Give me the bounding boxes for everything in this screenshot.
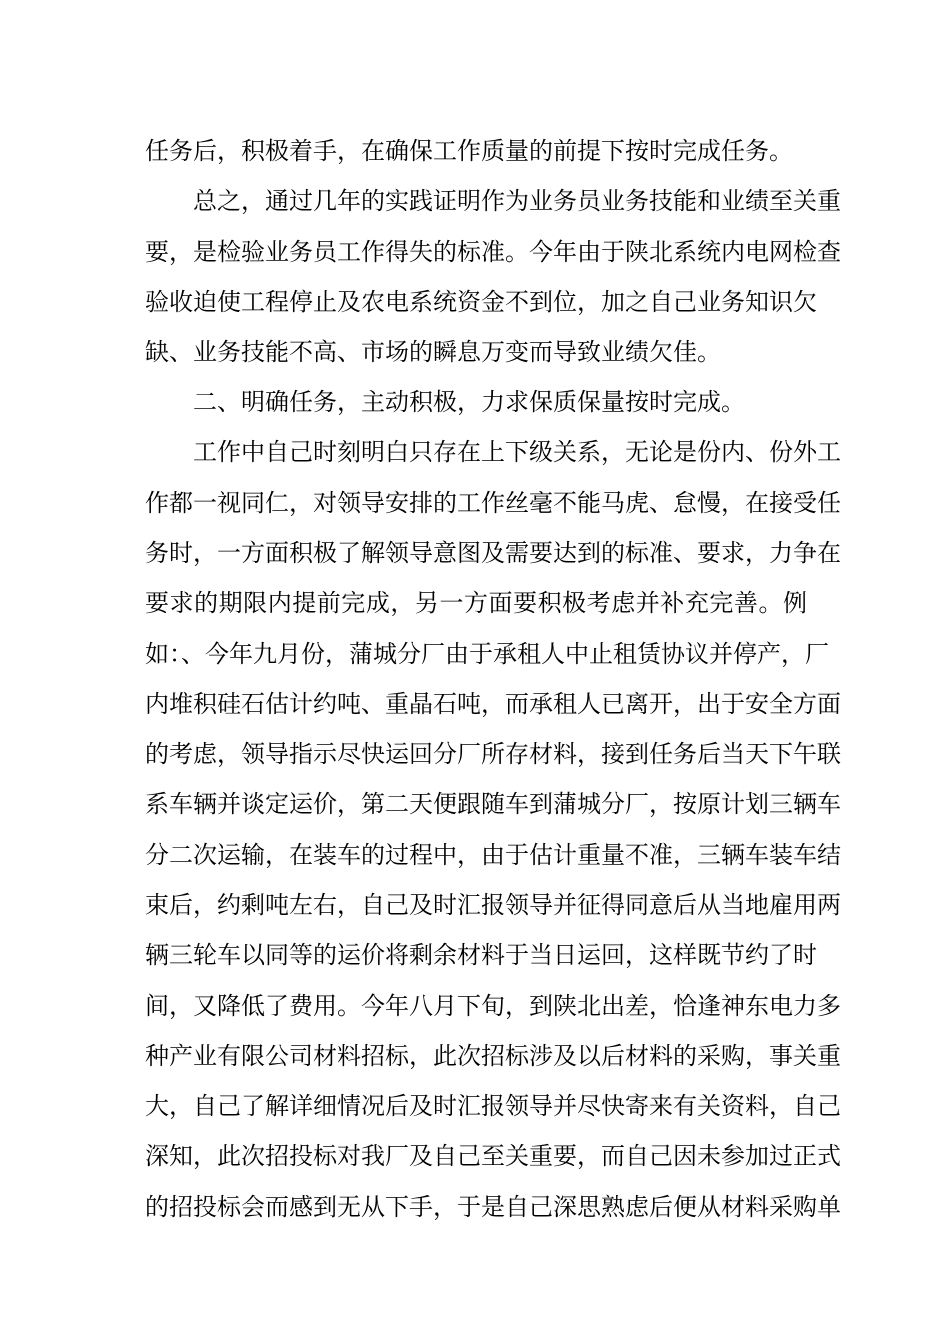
text-line: 作都一视同仁，对领导安排的工作丝毫不能马虎、怠慢，在接受任 — [145, 489, 841, 517]
text-line: 如：、今年九月份，蒲城分厂由于承租人中止租赁协议并停产，厂 — [145, 640, 829, 668]
text-line: 内堆积硅石估计约吨、重晶石吨，而承租人已离开，出于安全方面 — [145, 690, 841, 718]
text-line: 务时，一方面积极了解领导意图及需要达到的标准、要求，力争在 — [145, 539, 841, 567]
section-heading: 二、明确任务，主动积极，力求保质保量按时完成。 — [193, 388, 745, 416]
text-line: 分二次运输，在装车的过程中，由于估计重量不准，三辆车装车结 — [145, 841, 841, 869]
text-line: 的考虑，领导指示尽快运回分厂所存材料，接到任务后当天下午联 — [145, 740, 841, 768]
text-line: 大，自己了解详细情况后及时汇报领导并尽快寄来有关资料，自己 — [145, 1092, 841, 1120]
text-line: 要，是检验业务员工作得失的标准。今年由于陕北系统内电网检查 — [145, 238, 841, 266]
text-line: 辆三轮车以同等的运价将剩余材料于当日运回，这样既节约了时 — [145, 941, 817, 969]
text-line: 验收迫使工程停止及农电系统资金不到位，加之自己业务知识欠 — [145, 288, 817, 316]
text-line: 要求的期限内提前完成，另一方面要积极考虑并补充完善。例 — [145, 589, 807, 617]
text-line: 束后，约剩吨左右，自己及时汇报领导并征得同意后从当地雇用两 — [145, 891, 841, 919]
text-line: 间，又降低了费用。今年八月下旬，到陕北出差，恰逢神东电力多 — [145, 992, 841, 1020]
text-line: 任务后，积极着手，在确保工作质量的前提下按时完成任务。 — [145, 137, 793, 165]
text-line: 种产业有限公司材料招标，此次招标涉及以后材料的采购，事关重 — [145, 1042, 841, 1070]
text-line: 工作中自己时刻明白只存在上下级关系，无论是份内、份外工 — [193, 438, 841, 466]
text-line: 总之，通过几年的实践证明作为业务员业务技能和业绩至关重 — [193, 187, 841, 215]
text-line: 缺、业务技能不高、市场的瞬息万变而导致业绩欠佳。 — [145, 338, 721, 366]
text-line: 深知，此次招投标对我厂及自己至关重要，而自己因未参加过正式 — [145, 1142, 841, 1170]
text-line: 系车辆并谈定运价，第二天便跟随车到蒲城分厂，按原计划三辆车 — [145, 790, 841, 818]
text-line: 的招投标会而感到无从下手，于是自己深思熟虑后便从材料采购单 — [145, 1193, 841, 1221]
